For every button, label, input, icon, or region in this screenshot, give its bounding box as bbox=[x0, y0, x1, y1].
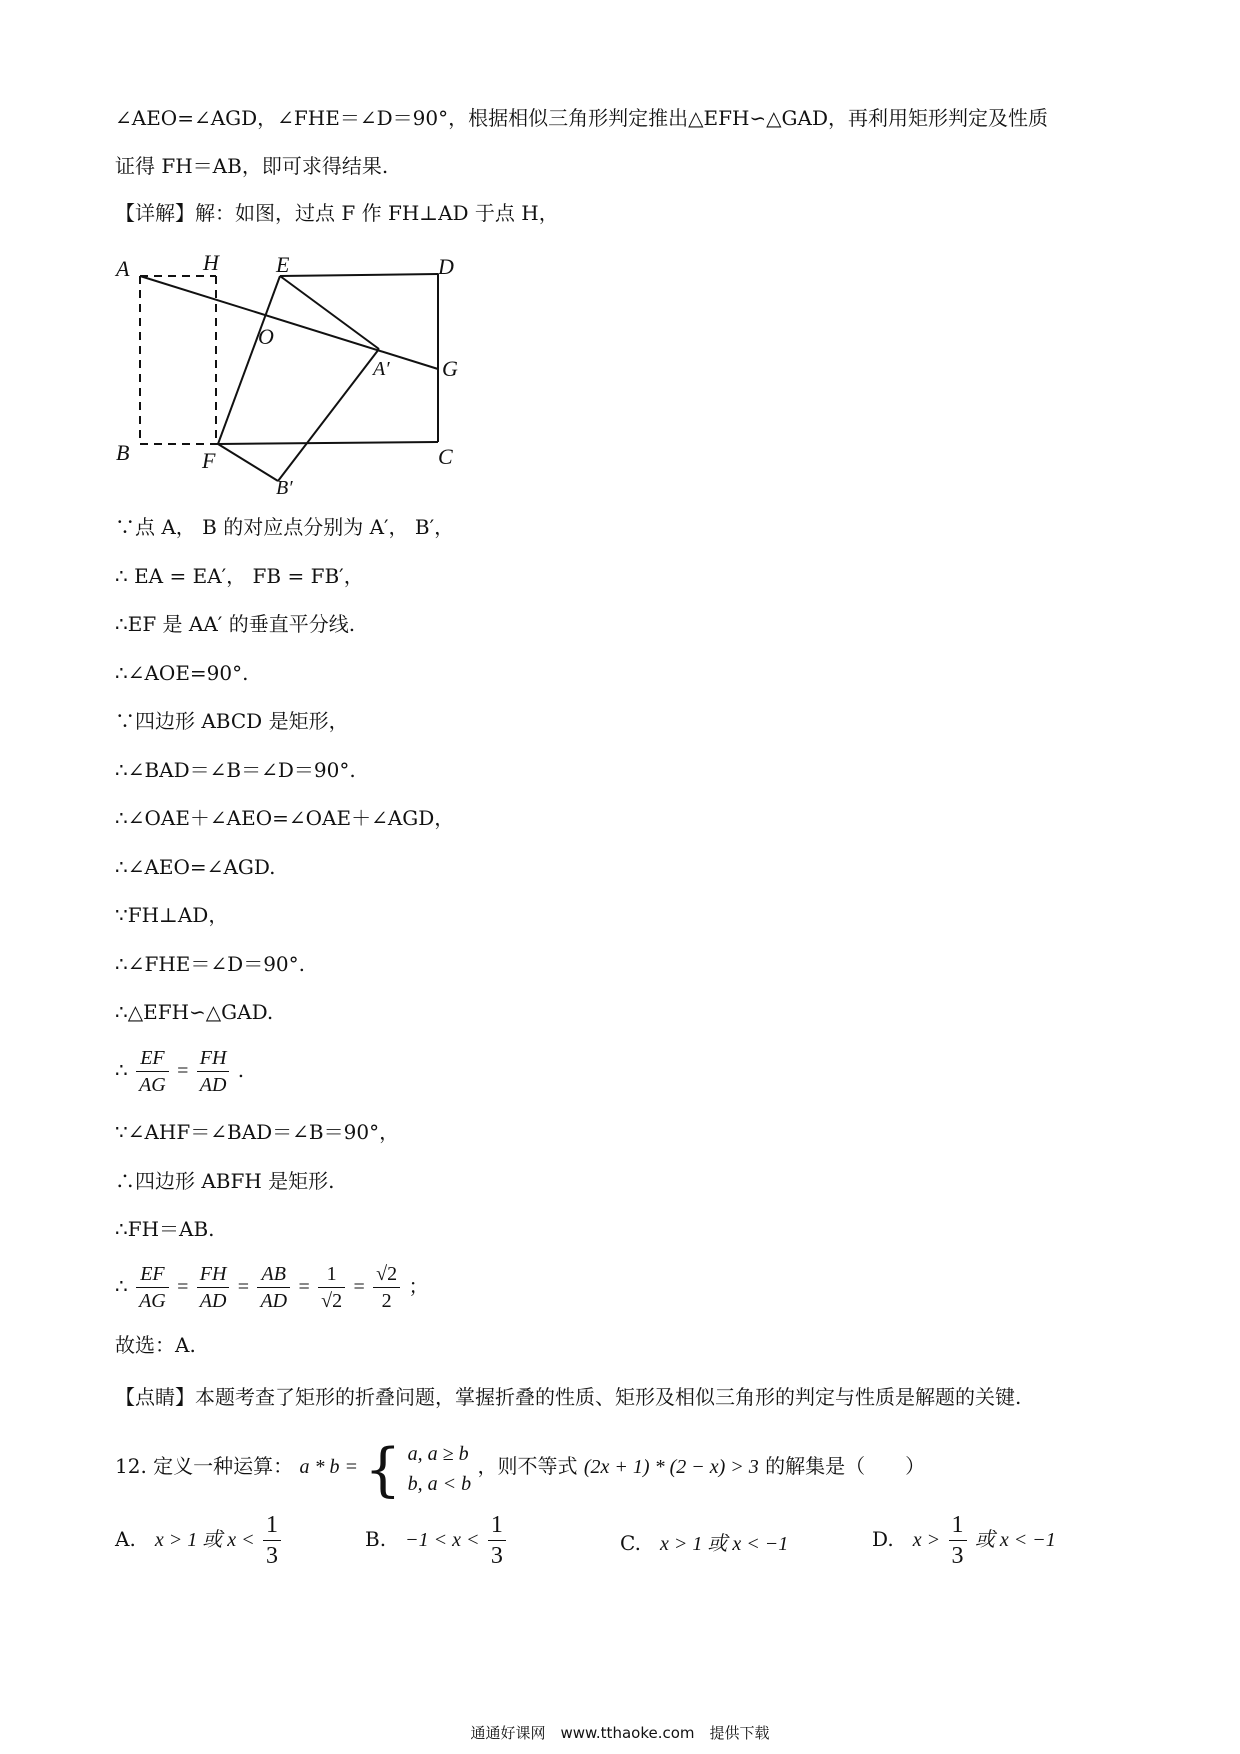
intro-line-2: 证得 FH＝AB，即可求得结果. bbox=[115, 154, 389, 178]
option-d-text: x > bbox=[912, 1529, 941, 1551]
step-6: ∴∠BAD＝∠B＝∠D＝90°. bbox=[115, 758, 356, 782]
step-12: ∵∠AHF＝∠BAD＝∠B＝90°， bbox=[115, 1120, 400, 1144]
step-1: ∵点 A， B 的对应点分别为 A′， B′， bbox=[115, 515, 455, 539]
frac2-sqrt2-2: $\frac{√2}{2}$ bbox=[373, 1261, 400, 1314]
line-EAp bbox=[280, 276, 379, 349]
label-F: F bbox=[202, 448, 216, 473]
left-brace-icon: { bbox=[364, 1435, 402, 1503]
ratio2-prefix: ∴ bbox=[115, 1274, 128, 1298]
q12-stem-post-a: ，则不等式 bbox=[477, 1454, 578, 1478]
step-2: ∴ EA = EA′， FB = FB′， bbox=[115, 564, 364, 588]
option-b[interactable] bbox=[365, 1510, 508, 1571]
option-c[interactable] bbox=[620, 1510, 788, 1577]
comment-line: 【点睛】本题考查了矩形的折叠问题，掌握折叠的性质、矩形及相似三角形的判定与性质是解题的关键. bbox=[115, 1385, 1022, 1409]
q12-stem-pre: 定义一种运算： bbox=[153, 1454, 294, 1478]
edge-ED bbox=[280, 274, 438, 276]
step-13: ∴四边形 ABFH 是矩形. bbox=[115, 1169, 335, 1193]
ratio2-eq-3: = bbox=[298, 1276, 310, 1298]
label-A: A bbox=[116, 256, 130, 281]
detail-heading: 【详解】解：如图，过点 F 作 FH⊥AD 于点 H， bbox=[115, 201, 559, 225]
label-H: H bbox=[203, 250, 219, 275]
ratio-line-1 bbox=[115, 1040, 244, 1101]
label-G: G bbox=[442, 356, 458, 381]
option-a-label: A. bbox=[115, 1527, 136, 1551]
footer-text: 通通好课网 www.tthaoke.com 提供下载 bbox=[470, 1724, 770, 1742]
line-EF bbox=[218, 276, 280, 444]
label-O: O bbox=[258, 324, 274, 349]
option-a[interactable] bbox=[115, 1510, 283, 1571]
step-5: ∵四边形 ABCD 是矩形， bbox=[115, 709, 349, 733]
frac2-EF-AG: $\frac{EF}{AG}$ bbox=[136, 1261, 169, 1314]
q12-number: 12. bbox=[115, 1454, 147, 1478]
option-d-label: D. bbox=[872, 1527, 894, 1551]
label-Bp: B′ bbox=[276, 477, 293, 499]
option-a-text: x > 1 或 x < bbox=[154, 1529, 255, 1551]
q12-case-2: b, a < b bbox=[407, 1473, 472, 1495]
option-b-frac: $\frac{1}{3}$ bbox=[488, 1510, 506, 1571]
step-4: ∴∠AOE=90°. bbox=[115, 661, 249, 685]
line-ApBp bbox=[278, 349, 379, 481]
label-D: D bbox=[438, 254, 454, 279]
line-FBp bbox=[218, 444, 278, 481]
choice-line: 故选：A. bbox=[115, 1333, 196, 1357]
label-Ap: A′ bbox=[373, 358, 390, 380]
step-14: ∴FH＝AB. bbox=[115, 1217, 215, 1241]
frac2-FH-AD: $\frac{FH}{AD}$ bbox=[197, 1261, 230, 1314]
frac2-1-sqrt2: $\frac{1}{√2}$ bbox=[318, 1261, 345, 1314]
ratio1-end: . bbox=[237, 1058, 245, 1082]
q12-case-1: a, a ≥ b bbox=[407, 1443, 469, 1465]
q12-expr: (2x + 1) * (2 − x) > 3 bbox=[583, 1456, 759, 1478]
frac2-AB-AD: $\frac{AB}{AD}$ bbox=[257, 1261, 290, 1314]
line-AG bbox=[140, 276, 438, 369]
intro-line-1: ∠AEO=∠AGD，∠FHE＝∠D＝90°，根据相似三角形判定推出△EFH∽△GAD，再利用矩形判定及性质 bbox=[115, 106, 1048, 130]
step-10: ∴∠FHE＝∠D＝90°. bbox=[115, 952, 305, 976]
frac-FH-AD: $\frac{FH}{AD}$ bbox=[197, 1045, 230, 1098]
ratio2-eq-1: = bbox=[177, 1276, 189, 1298]
option-d-frac: $\frac{1}{3}$ bbox=[949, 1510, 967, 1571]
option-b-label: B. bbox=[365, 1527, 387, 1551]
step-3: ∴EF 是 AA′ 的垂直平分线. bbox=[115, 612, 356, 636]
step-11: ∴△EFH∽△GAD. bbox=[115, 1000, 274, 1024]
step-9: ∵FH⊥AD， bbox=[115, 903, 229, 927]
ratio2-eq-4: = bbox=[353, 1276, 365, 1298]
ratio1-prefix: ∴ bbox=[115, 1058, 128, 1082]
option-d[interactable] bbox=[872, 1510, 1056, 1571]
frac-EF-AG: $\frac{EF}{AG}$ bbox=[136, 1045, 169, 1098]
ratio2-end: ； bbox=[408, 1274, 429, 1298]
option-a-frac: $\frac{1}{3}$ bbox=[263, 1510, 281, 1571]
edge-FC bbox=[218, 442, 438, 444]
option-d-post: 或 x < −1 bbox=[974, 1529, 1056, 1551]
q12-cases bbox=[364, 1430, 471, 1506]
label-C: C bbox=[438, 444, 453, 469]
q12-stem-post-b: 的解集是（ ） bbox=[765, 1454, 926, 1478]
q12-def-left: a * b = bbox=[299, 1456, 359, 1478]
geometry-figure bbox=[110, 245, 470, 500]
step-7: ∴∠OAE＋∠AEO=∠OAE＋∠AGD， bbox=[115, 806, 455, 830]
step-8: ∴∠AEO=∠AGD. bbox=[115, 855, 276, 879]
option-c-label: C. bbox=[620, 1531, 641, 1555]
ratio2-eq-2: = bbox=[237, 1276, 250, 1298]
option-b-text: −1 < x < bbox=[405, 1529, 480, 1551]
option-c-text: x > 1 或 x < −1 bbox=[660, 1533, 789, 1555]
label-E: E bbox=[276, 252, 290, 277]
label-B: B bbox=[116, 440, 130, 465]
question-12 bbox=[115, 1428, 925, 1506]
ratio1-eq: = bbox=[177, 1060, 189, 1082]
ratio-line-2 bbox=[115, 1256, 428, 1317]
